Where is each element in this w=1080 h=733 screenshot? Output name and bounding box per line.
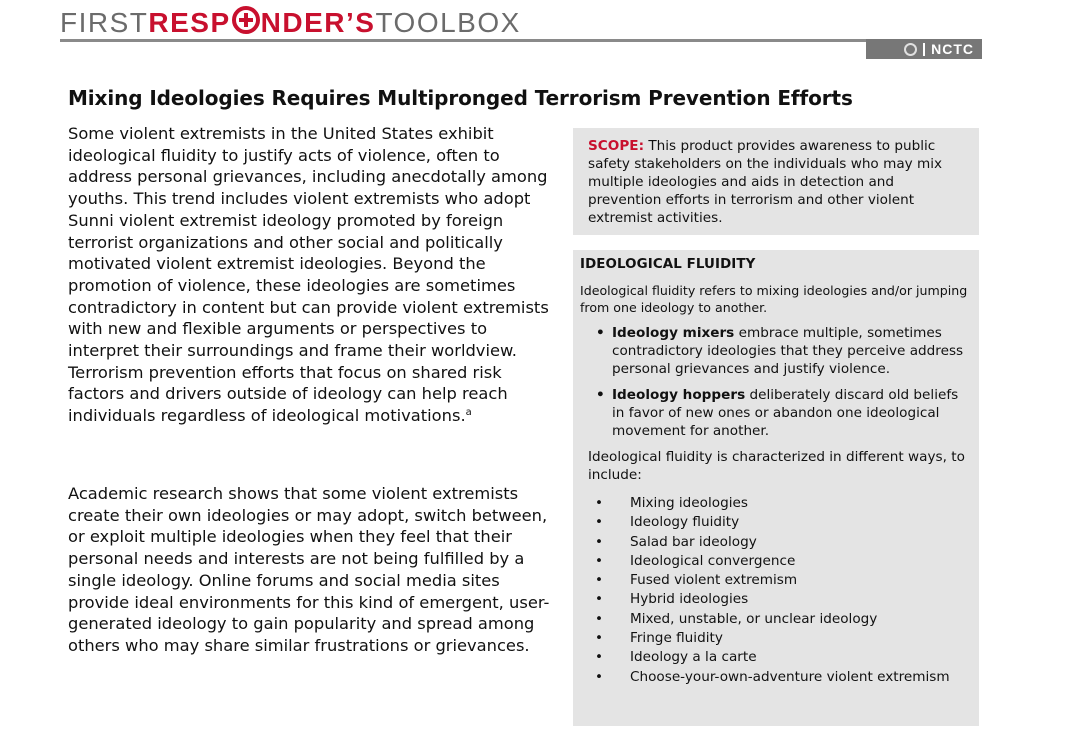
list-item: • Ideological convergence <box>630 552 971 571</box>
paragraph-1-text: Some violent extremists in the United States exhibit ideological fluidity to justify acts of violence, often to address personal grievances, including anecdotally among youths. This trend includes violent extremists who adopt Sunni violent extremist ideology promoted by foreign terrorist organizations and other social and politically motivated violent extremist ideologies. Beyond the promotion of violence, these ideologies are sometimes contradictory in content but can provide violent extremists with new and flexible arguments or perspectives to interpret their surroundings and frame their worldview. Terrorism prevention efforts that focus on shared risk factors and drivers outside of ideology can help reach individuals regardless of ideological motivations. <box>68 124 549 426</box>
ideological-fluidity-box <box>573 250 979 726</box>
term-list <box>580 324 971 440</box>
list-item: • Choose-your-own-adventure violent extremism <box>630 668 971 687</box>
cross-icon <box>232 6 260 34</box>
fluidity-intro: Ideological fluidity is characterized in different ways, to include: <box>588 449 965 483</box>
brand-s: S <box>355 7 376 38</box>
term-item <box>612 324 971 378</box>
brand-nder: NDER <box>260 7 346 38</box>
page-title: Mixing Ideologies Requires Multipronged Terrorism Prevention Efforts <box>68 86 853 110</box>
list-item: • Fringe fluidity <box>630 629 971 648</box>
body-paragraph-2: Academic research shows that some violent extremists create their own ideologies or may adopt, switch between, or exploit multiple ideologies when they feel that their personal needs and interests are not being fulfilled by a single ideology. Online forums and social media sites provide ideal environments for this kind of emergent, user-generated ideology to gain popularity and spread among others who may share similar frustrations or grievances. <box>68 484 550 655</box>
fluidity-heading: IDEOLOGICAL FLUIDITY <box>580 257 756 272</box>
brand-toolbox: TOOLBOX <box>375 7 521 38</box>
scope-text: This product provides awareness to public safety stakeholders on the individuals who may mix multiple ideologies and aids in detection and prevention efforts in terrorism and other violent extremist activities. <box>588 138 943 226</box>
nctc-badge <box>866 39 982 59</box>
brand-logo <box>60 6 521 39</box>
footnote-marker: a <box>465 407 472 419</box>
list-item: • Mixing ideologies <box>630 494 971 513</box>
brand-resp: RESP <box>148 7 231 38</box>
brand-first: FIRST <box>60 7 149 38</box>
scope-box <box>573 128 979 235</box>
list-item: • Fused violent extremism <box>630 571 971 590</box>
header-rule <box>60 39 982 42</box>
list-item: • Mixed, unstable, or unclear ideology <box>630 610 971 629</box>
body-paragraph-1 <box>68 123 554 427</box>
term-text: deliberately discard old beliefs in favor of new ones or abandon one ideological movement for another. <box>612 387 959 439</box>
term-name: Ideology hoppers <box>612 387 746 403</box>
list-item: • Ideology a la carte <box>630 648 971 667</box>
seal-icon <box>904 43 917 56</box>
badge-label: NCTC <box>931 41 974 57</box>
list-item: • Salad bar ideology <box>630 533 971 552</box>
list-item: • Ideology fluidity <box>630 513 971 532</box>
fluidity-definition: Ideological fluidity refers to mixing ideologies and/or jumping from one ideology to another. <box>580 283 968 315</box>
brand-apostrophe: ’ <box>345 7 356 38</box>
name-list <box>580 494 971 687</box>
term-name: Ideology mixers <box>612 325 735 341</box>
term-text: embrace multiple, sometimes contradictory ideologies that they perceive address personal grievances and justify violence. <box>612 325 964 377</box>
list-item: • Hybrid ideologies <box>630 590 971 609</box>
term-item <box>612 386 971 440</box>
scope-label: SCOPE: <box>588 138 645 154</box>
badge-divider <box>923 43 925 56</box>
